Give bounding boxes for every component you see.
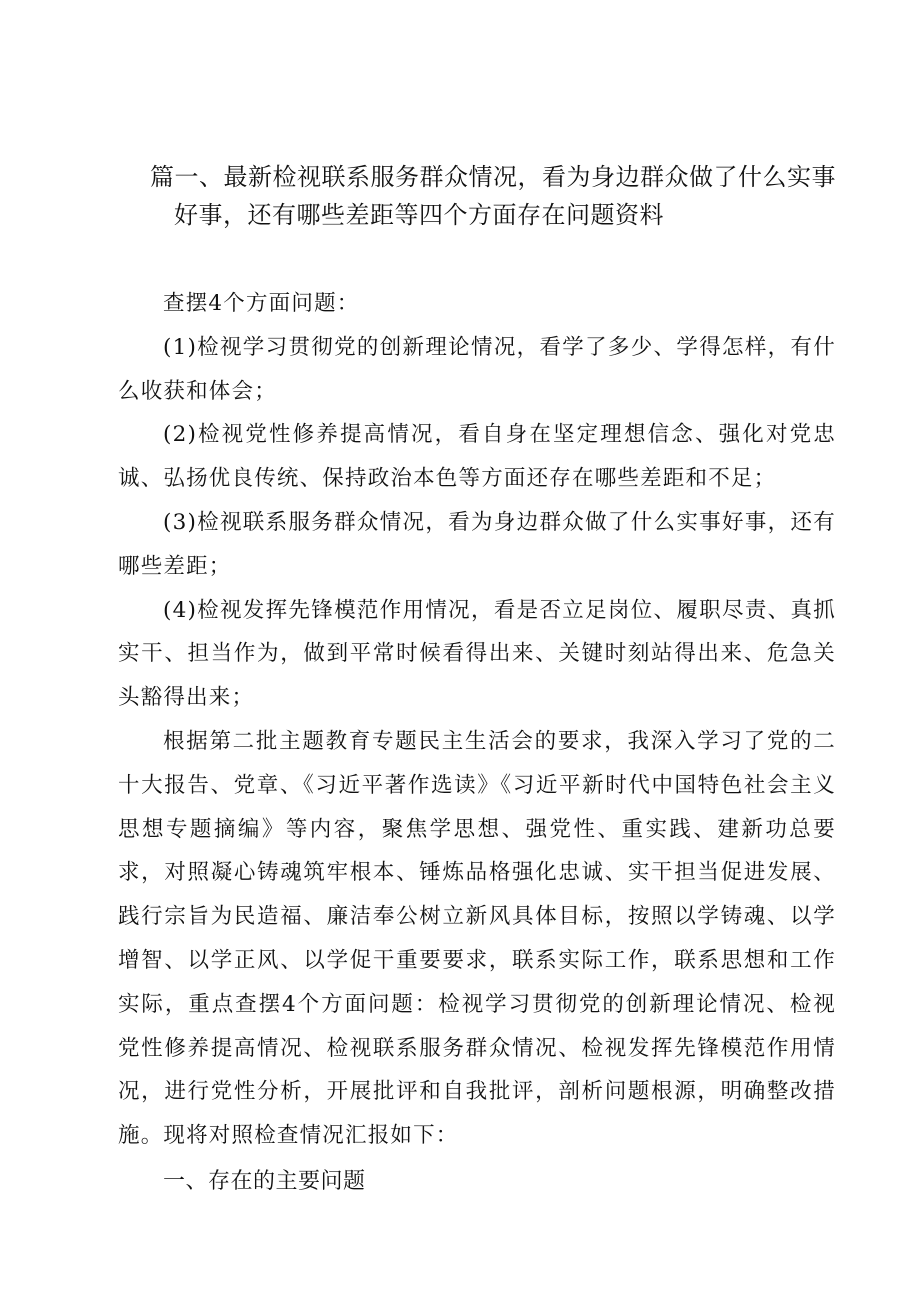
document-body — [118, 282, 836, 1204]
paragraph-item-4: (4)检视发挥先锋模范作用情况，看是否立足岗位、履职尽责、真抓实干、担当作为，做到平常时候看得出来、关键时刻站得出来、危急关头豁得出来； — [118, 597, 836, 711]
paragraph-item-3: (3)检视联系服务群众情况，看为身边群众做了什么实事好事，还有哪些差距； — [118, 509, 836, 579]
paragraph-intro: 查摆4个方面问题： — [163, 291, 360, 316]
paragraph-item-1: (1)检视学习贯彻党的创新理论情况，看学了多少、学得怎样，有什么收获和体会； — [118, 334, 836, 404]
section-heading: 一、存在的主要问题 — [163, 1168, 366, 1194]
document-title: 篇一、最新检视联系服务群众情况，看为身边群众做了什么实事好事，还有哪些差距等四个方面存在问题资料 — [150, 163, 836, 229]
paragraph-item-2: (2)检视党性修养提高情况，看自身在坚定理想信念、强化对党忠诚、弘扬优良传统、保持政治本色等方面还存在哪些差距和不足； — [118, 422, 836, 492]
paragraph-main: 根据第二批主题教育专题民主生活会的要求，我深入学习了党的二十大报告、党章、《习近平著作选读》《习近平新时代中国特色社会主义思想专题摘编》等内容，聚焦学思想、强党性、重实践、建新功总要求，对照凝心铸魂筑牢根本、锤炼品格强化忠诚、实干担当促进发展、践行宗旨为民造福、廉洁奉公树立新风具体目标，按照以学铸魂、以学增智、以学正风、以学促干重要要求，联系实际工作，联系思想和工作实际，重点查摆4个方面问题：检视学习贯彻党的创新理论情况、检视党性修养提高情况、检视联系服务群众情况、检视发挥先锋模范作用情况，进行党性分析，开展批评和自我批评，剖析问题根源，明确整改措施。现将对照检查情况汇报如下： — [118, 728, 836, 1149]
